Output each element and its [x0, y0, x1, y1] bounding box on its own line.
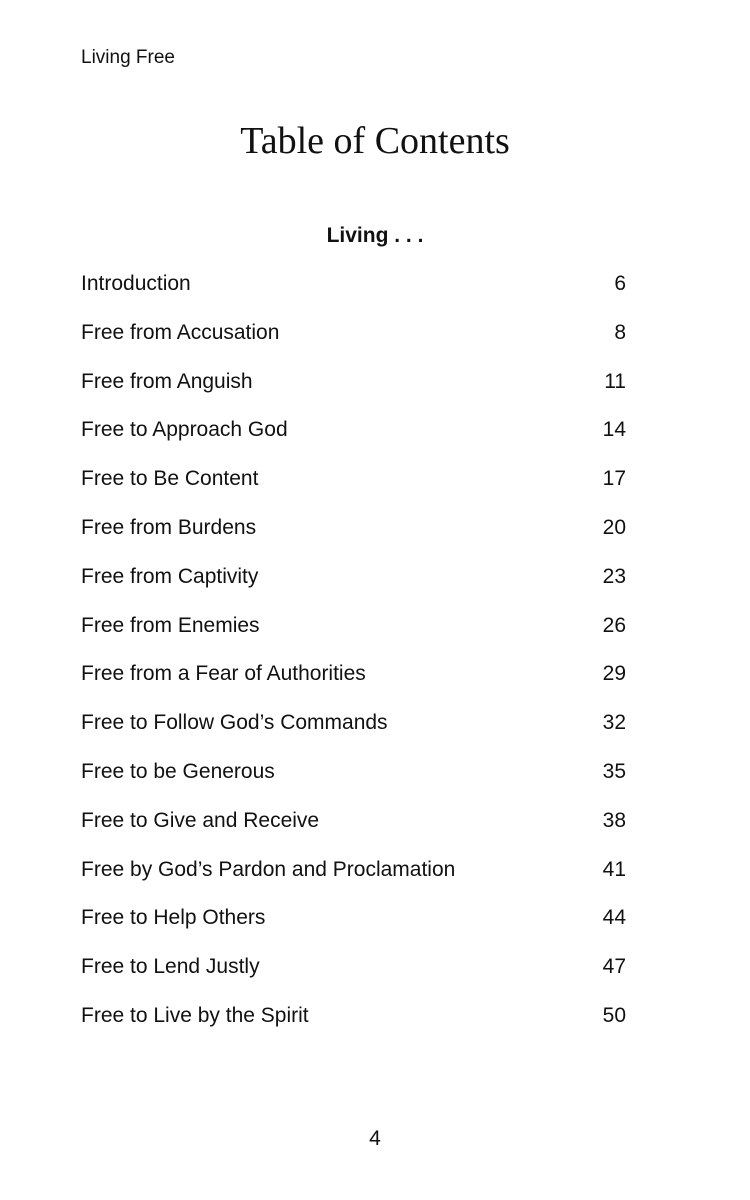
toc-entry-page: 26 — [602, 613, 626, 637]
toc-entry-page: 32 — [602, 711, 626, 735]
toc-entry-title: Free to Approach God — [81, 418, 288, 442]
toc-entry[interactable] — [81, 756, 626, 805]
table-of-contents — [81, 268, 626, 1049]
toc-entry-page: 8 — [614, 320, 626, 344]
toc-entry[interactable] — [81, 414, 626, 463]
toc-entry[interactable] — [81, 317, 626, 366]
toc-entry-page: 17 — [602, 467, 626, 491]
toc-entry-title: Free from a Fear of Authorities — [81, 662, 366, 686]
toc-entry[interactable] — [81, 1000, 626, 1049]
page-title: Table of Contents — [240, 120, 510, 162]
toc-entry[interactable] — [81, 366, 626, 415]
section-heading: Living . . . — [326, 224, 424, 247]
toc-entry-page: 38 — [602, 808, 626, 832]
toc-entry[interactable] — [81, 805, 626, 854]
toc-entry[interactable] — [81, 707, 626, 756]
toc-entry-title: Free to Help Others — [81, 906, 266, 930]
toc-entry-title: Introduction — [81, 272, 191, 295]
toc-entry[interactable] — [81, 512, 626, 561]
toc-entry[interactable] — [81, 854, 626, 903]
toc-entry-title: Free to Give and Receive — [81, 808, 320, 832]
toc-entry[interactable] — [81, 951, 626, 1000]
toc-entry-page: 11 — [604, 369, 626, 393]
toc-entry-page: 35 — [602, 759, 626, 783]
toc-entry-page: 29 — [602, 662, 626, 686]
toc-entry-title: Free from Accusation — [81, 320, 280, 344]
page-number: 4 — [369, 1127, 381, 1150]
toc-entry[interactable] — [81, 463, 626, 512]
toc-entry[interactable] — [81, 658, 626, 707]
running-header: Living Free — [81, 47, 175, 68]
toc-entry-title: Free to Follow God’s Commands — [81, 711, 388, 735]
toc-entry-page: 44 — [602, 906, 626, 930]
toc-entry-title: Free to Lend Justly — [81, 955, 260, 979]
toc-entry[interactable] — [81, 561, 626, 610]
toc-entry-page: 50 — [602, 1003, 626, 1027]
toc-entry[interactable] — [81, 610, 626, 659]
toc-entry-title: Free by God’s Pardon and Proclamation — [81, 857, 456, 881]
toc-entry-title: Free to Be Content — [81, 467, 259, 491]
toc-entry-title: Free from Enemies — [81, 613, 260, 637]
toc-entry-page: 23 — [602, 564, 626, 588]
toc-entry-title: Free to be Generous — [81, 759, 275, 783]
toc-entry-title: Free from Captivity — [81, 564, 259, 588]
toc-entry[interactable] — [81, 902, 626, 951]
toc-entry[interactable] — [81, 268, 626, 317]
toc-entry-title: Free to Live by the Spirit — [81, 1003, 309, 1027]
toc-entry-page: 47 — [602, 955, 626, 979]
toc-entry-page: 20 — [602, 515, 626, 539]
toc-entry-title: Free from Anguish — [81, 369, 253, 393]
toc-entry-page: 14 — [602, 418, 626, 442]
toc-entry-page: 41 — [602, 857, 626, 881]
toc-entry-title: Free from Burdens — [81, 515, 257, 539]
toc-entry-page: 6 — [614, 272, 626, 295]
